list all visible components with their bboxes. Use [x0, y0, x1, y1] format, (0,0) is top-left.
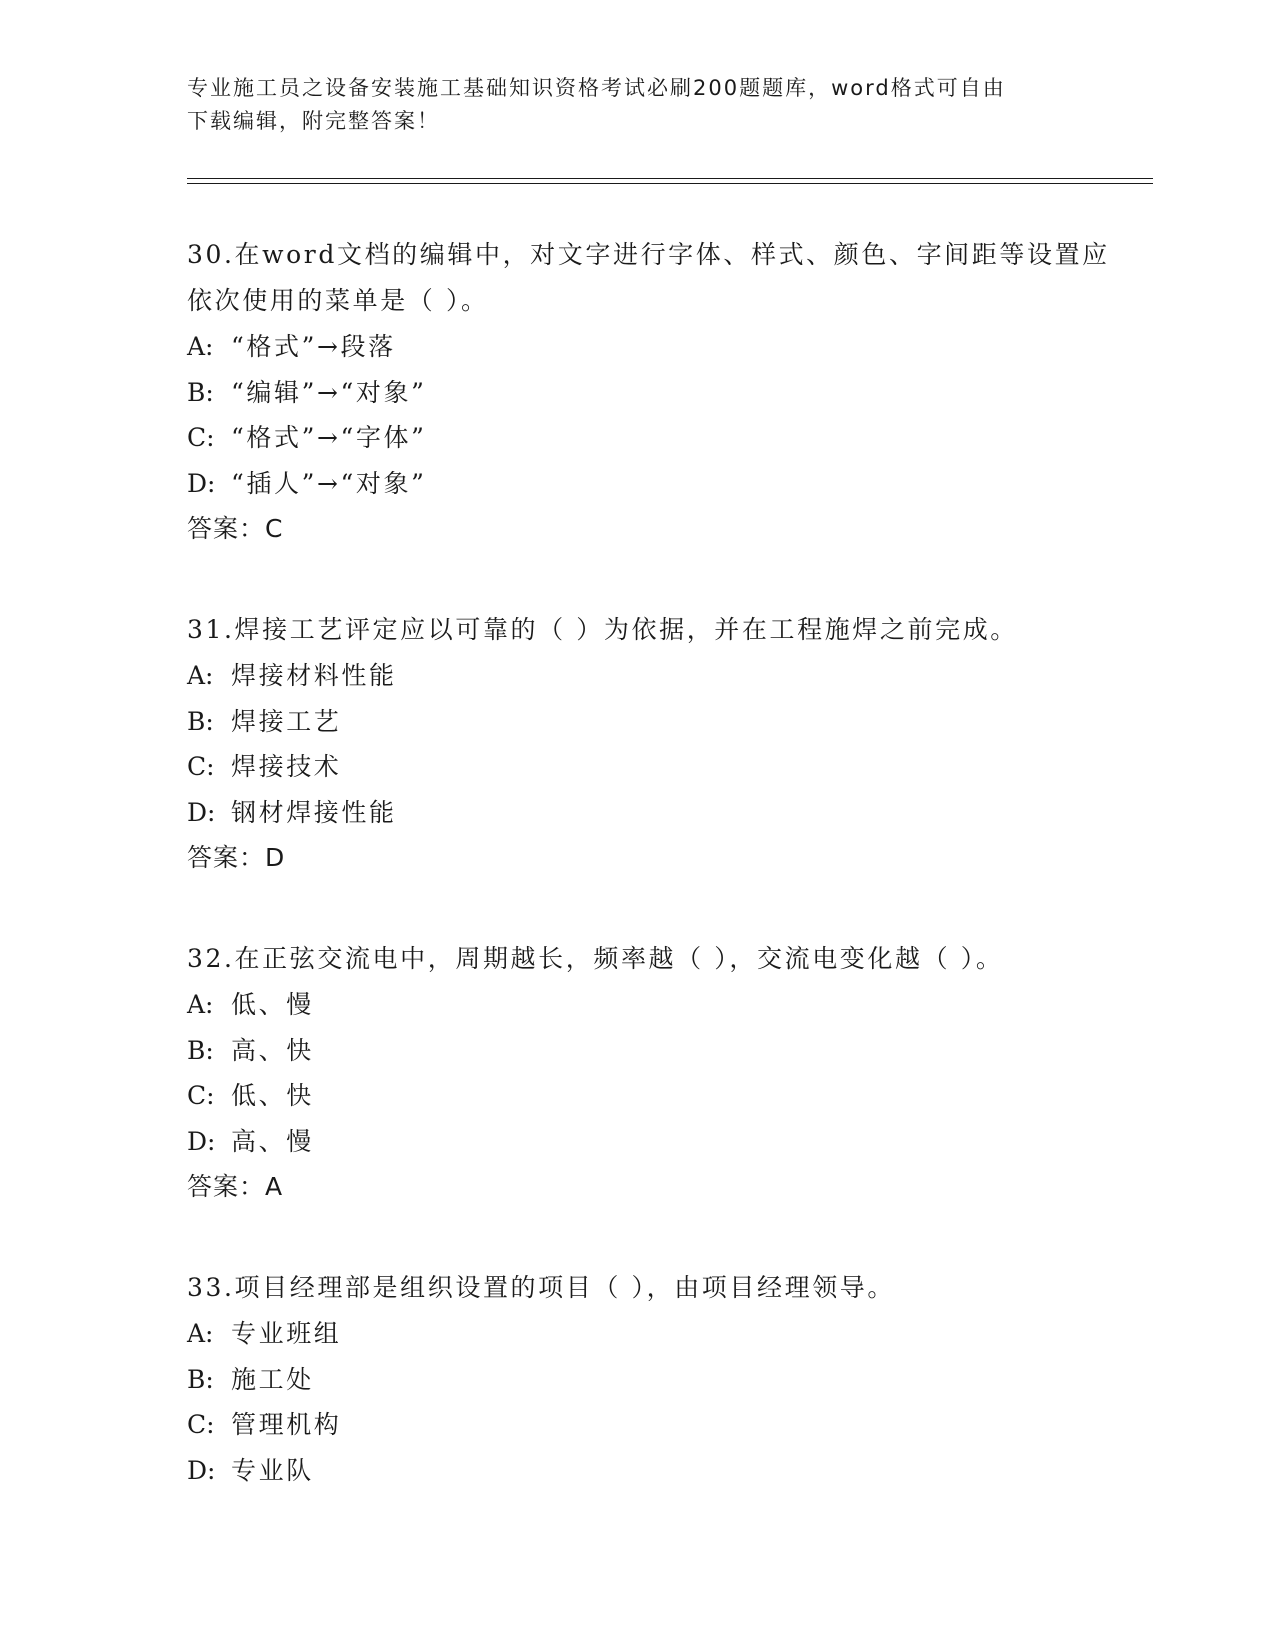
header-line-2: 下载编辑，附完整答案！ [187, 109, 440, 133]
option-label: D: [187, 468, 216, 498]
option-label: A: [187, 1319, 214, 1348]
option-label: B: [187, 377, 214, 407]
option-c [187, 744, 1137, 790]
option-text: 低、快 [231, 1081, 314, 1110]
option-text: 低、慢 [231, 990, 314, 1019]
option-label: C: [187, 423, 215, 452]
option-label: A: [187, 990, 214, 1019]
option-label: B: [187, 706, 214, 736]
option-text: 钢材焊接性能 [231, 797, 397, 827]
question-30 [187, 232, 1137, 552]
option-b [187, 1028, 1137, 1074]
header-divider-bottom [187, 183, 1153, 184]
question-33 [187, 1265, 1137, 1493]
question-32 [187, 936, 1137, 1210]
option-label: C: [187, 1081, 215, 1110]
option-c [187, 1073, 1137, 1119]
option-text: 施工处 [231, 1364, 314, 1394]
option-a [187, 1311, 1137, 1357]
option-d [187, 1448, 1137, 1494]
option-label: D: [187, 1455, 216, 1485]
answer-text: 答案：A [187, 1172, 284, 1201]
option-text: “插人”→“对象” [231, 468, 427, 498]
document-header [187, 72, 1087, 138]
option-text: “格式”→“字体” [231, 423, 427, 452]
option-label: D: [187, 1126, 216, 1156]
option-text: “编辑”→“对象” [231, 377, 427, 407]
option-label: A: [187, 661, 214, 690]
option-text: “格式”→段落 [231, 332, 396, 361]
option-label: C: [187, 752, 215, 781]
option-text: 高、快 [231, 1035, 314, 1065]
option-c [187, 415, 1137, 461]
option-c [187, 1402, 1137, 1448]
option-label: D: [187, 797, 216, 827]
option-text: 焊接材料性能 [231, 661, 397, 690]
question-text: 30.在word文档的编辑中，对文字进行字体、样式、颜色、字间距等设置应依次使用的菜单是（ ）。 [187, 240, 1110, 315]
option-d [187, 790, 1137, 836]
option-label: A: [187, 332, 214, 361]
option-a [187, 982, 1137, 1028]
answer-text: 答案：D [187, 843, 286, 872]
option-b [187, 1357, 1137, 1403]
option-d [187, 1119, 1137, 1165]
option-d [187, 461, 1137, 507]
option-text: 焊接技术 [231, 752, 342, 781]
question-list [187, 232, 1137, 1548]
question-text: 33.项目经理部是组织设置的项目（ ），由项目经理领导。 [187, 1273, 896, 1302]
question-31 [187, 607, 1137, 881]
option-a [187, 324, 1137, 370]
question-text: 31.焊接工艺评定应以可靠的（ ）为依据，并在工程施焊之前完成。 [187, 615, 1018, 644]
option-a [187, 653, 1137, 699]
option-label: B: [187, 1364, 214, 1394]
option-text: 焊接工艺 [231, 706, 342, 736]
option-label: B: [187, 1035, 214, 1065]
option-label: C: [187, 1410, 215, 1439]
option-text: 高、慢 [231, 1126, 314, 1156]
answer-text: 答案：C [187, 514, 284, 543]
header-divider-top [187, 178, 1153, 179]
option-b [187, 699, 1137, 745]
option-text: 专业班组 [231, 1319, 342, 1348]
option-text: 管理机构 [231, 1410, 342, 1439]
option-b [187, 370, 1137, 416]
option-text: 专业队 [231, 1455, 314, 1485]
header-line-1: 专业施工员之设备安装施工基础知识资格考试必刷200题题库，word格式可自由 [187, 76, 1006, 100]
question-text: 32.在正弦交流电中，周期越长，频率越（ ），交流电变化越（ ）。 [187, 944, 1004, 973]
